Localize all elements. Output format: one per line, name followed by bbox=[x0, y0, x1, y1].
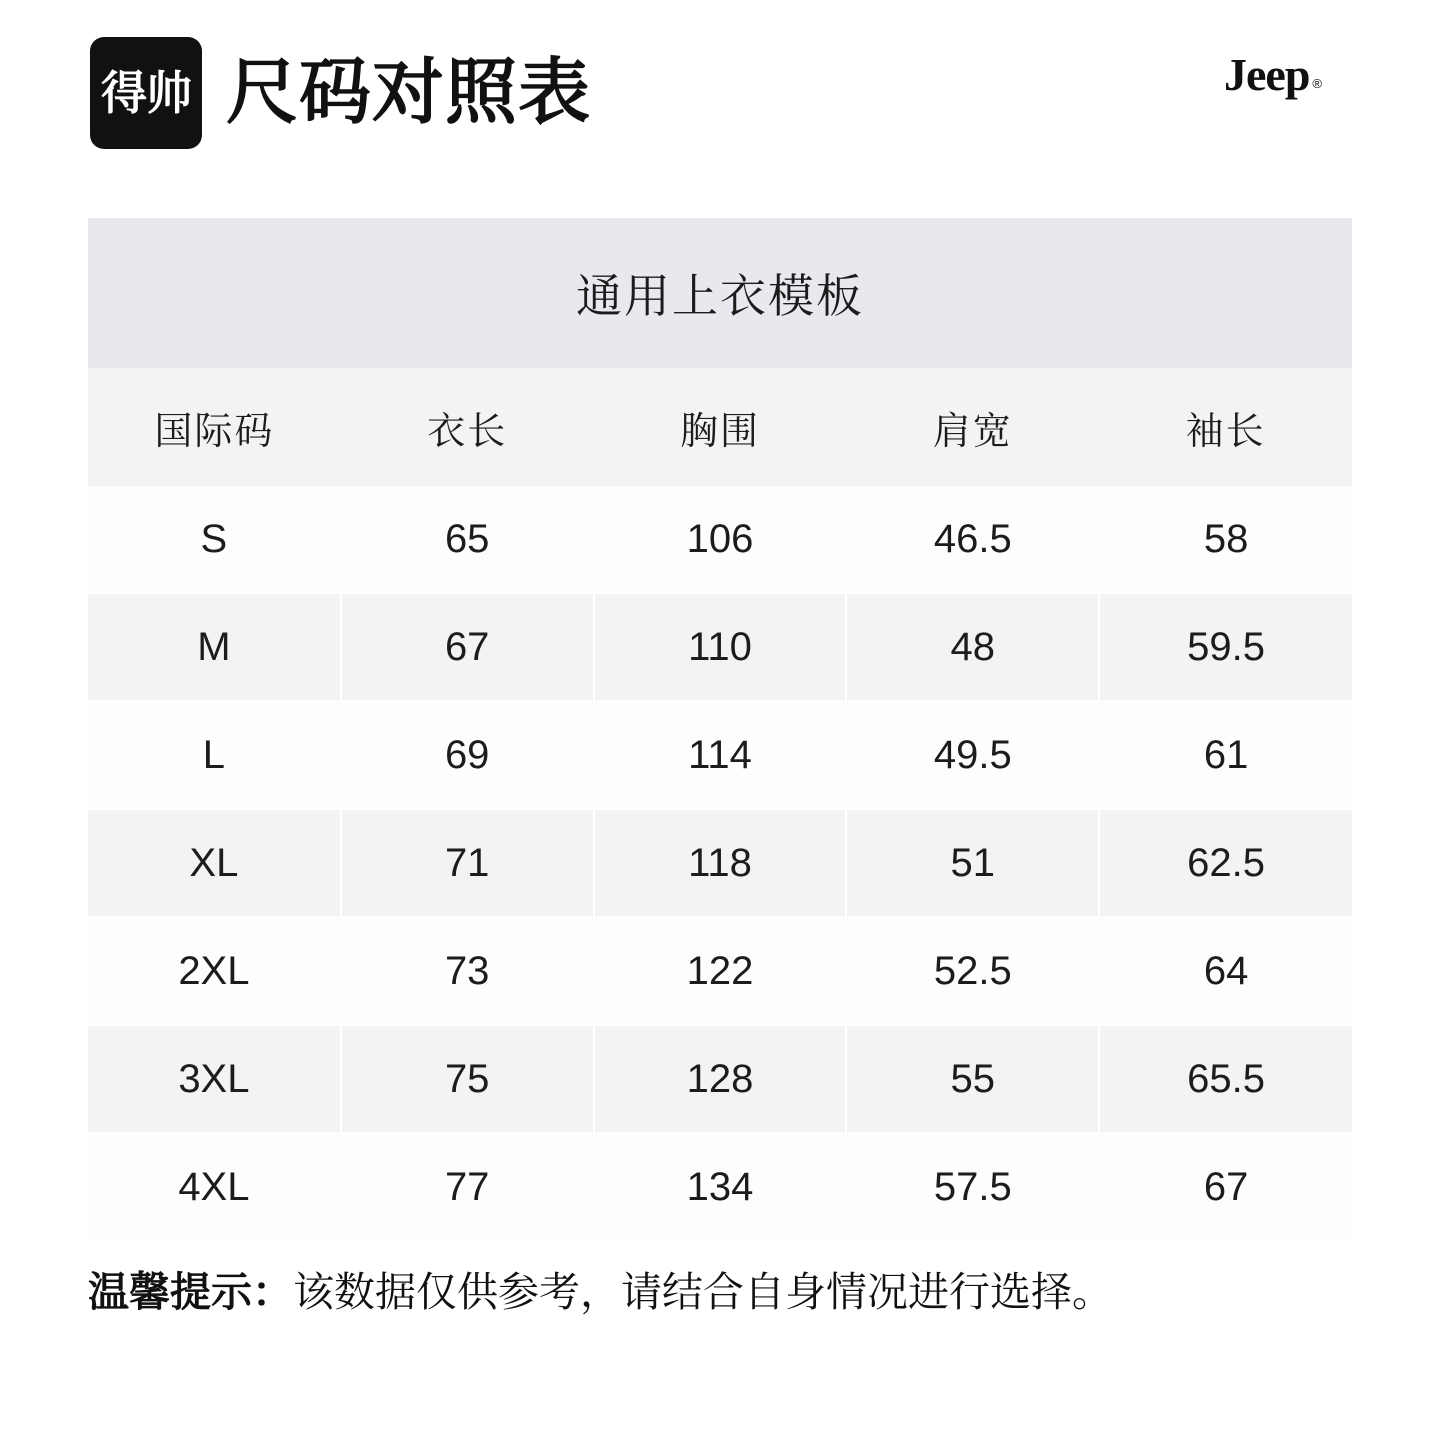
table-row bbox=[88, 593, 1352, 701]
column-header-size: 国际码 bbox=[88, 368, 341, 486]
disclaimer-text: 该数据仅供参考，请结合自身情况进行选择。 bbox=[293, 1269, 1113, 1315]
disclaimer-note bbox=[88, 1266, 1352, 1319]
registered-trademark-icon: ® bbox=[1312, 76, 1322, 91]
table-row bbox=[88, 701, 1352, 809]
cell-size: M bbox=[88, 593, 341, 701]
cell-sleeve: 67 bbox=[1099, 1133, 1352, 1240]
column-header-shoulder: 肩宽 bbox=[846, 368, 1099, 486]
size-table-container bbox=[88, 218, 1352, 1240]
cell-sleeve: 59.5 bbox=[1099, 593, 1352, 701]
cell-bust: 134 bbox=[594, 1133, 847, 1240]
cell-length: 77 bbox=[341, 1133, 594, 1240]
cell-size: 2XL bbox=[88, 917, 341, 1025]
cell-shoulder: 51 bbox=[846, 809, 1099, 917]
cell-sleeve: 65.5 bbox=[1099, 1025, 1352, 1133]
page-title: 尺码对照表 bbox=[226, 53, 592, 133]
table-caption: 通用上衣模板 bbox=[88, 218, 1352, 368]
cell-length: 67 bbox=[341, 593, 594, 701]
cell-shoulder: 48 bbox=[846, 593, 1099, 701]
column-header-bust: 胸围 bbox=[594, 368, 847, 486]
cell-sleeve: 64 bbox=[1099, 917, 1352, 1025]
cell-length: 75 bbox=[341, 1025, 594, 1133]
cell-bust: 106 bbox=[594, 486, 847, 593]
jeep-logo-text: Jeep bbox=[1223, 49, 1310, 100]
table-row bbox=[88, 809, 1352, 917]
cell-shoulder: 52.5 bbox=[846, 917, 1099, 1025]
table-header-row bbox=[88, 368, 1352, 486]
cell-size: 4XL bbox=[88, 1133, 341, 1240]
cell-bust: 122 bbox=[594, 917, 847, 1025]
jeep-logo bbox=[1223, 49, 1322, 100]
cell-bust: 118 bbox=[594, 809, 847, 917]
column-header-sleeve: 袖长 bbox=[1099, 368, 1352, 486]
cell-length: 71 bbox=[341, 809, 594, 917]
cell-sleeve: 62.5 bbox=[1099, 809, 1352, 917]
cell-length: 65 bbox=[341, 486, 594, 593]
cell-shoulder: 49.5 bbox=[846, 701, 1099, 809]
size-table-body bbox=[88, 486, 1352, 1240]
cell-length: 69 bbox=[341, 701, 594, 809]
cell-shoulder: 55 bbox=[846, 1025, 1099, 1133]
size-table bbox=[88, 368, 1352, 1240]
column-header-length: 衣长 bbox=[341, 368, 594, 486]
brand-badge bbox=[90, 37, 202, 149]
table-row bbox=[88, 1025, 1352, 1133]
page-header bbox=[0, 0, 1440, 160]
cell-shoulder: 57.5 bbox=[846, 1133, 1099, 1240]
cell-shoulder: 46.5 bbox=[846, 486, 1099, 593]
brand-badge-label: 得帅 bbox=[101, 67, 191, 119]
table-row bbox=[88, 486, 1352, 593]
cell-size: 3XL bbox=[88, 1025, 341, 1133]
cell-bust: 114 bbox=[594, 701, 847, 809]
cell-size: L bbox=[88, 701, 341, 809]
cell-bust: 110 bbox=[594, 593, 847, 701]
cell-sleeve: 61 bbox=[1099, 701, 1352, 809]
table-row bbox=[88, 917, 1352, 1025]
table-row bbox=[88, 1133, 1352, 1240]
cell-size: XL bbox=[88, 809, 341, 917]
cell-bust: 128 bbox=[594, 1025, 847, 1133]
size-table-head bbox=[88, 368, 1352, 486]
cell-sleeve: 58 bbox=[1099, 486, 1352, 593]
disclaimer-label: 温馨提示： bbox=[88, 1269, 293, 1315]
cell-size: S bbox=[88, 486, 341, 593]
cell-length: 73 bbox=[341, 917, 594, 1025]
